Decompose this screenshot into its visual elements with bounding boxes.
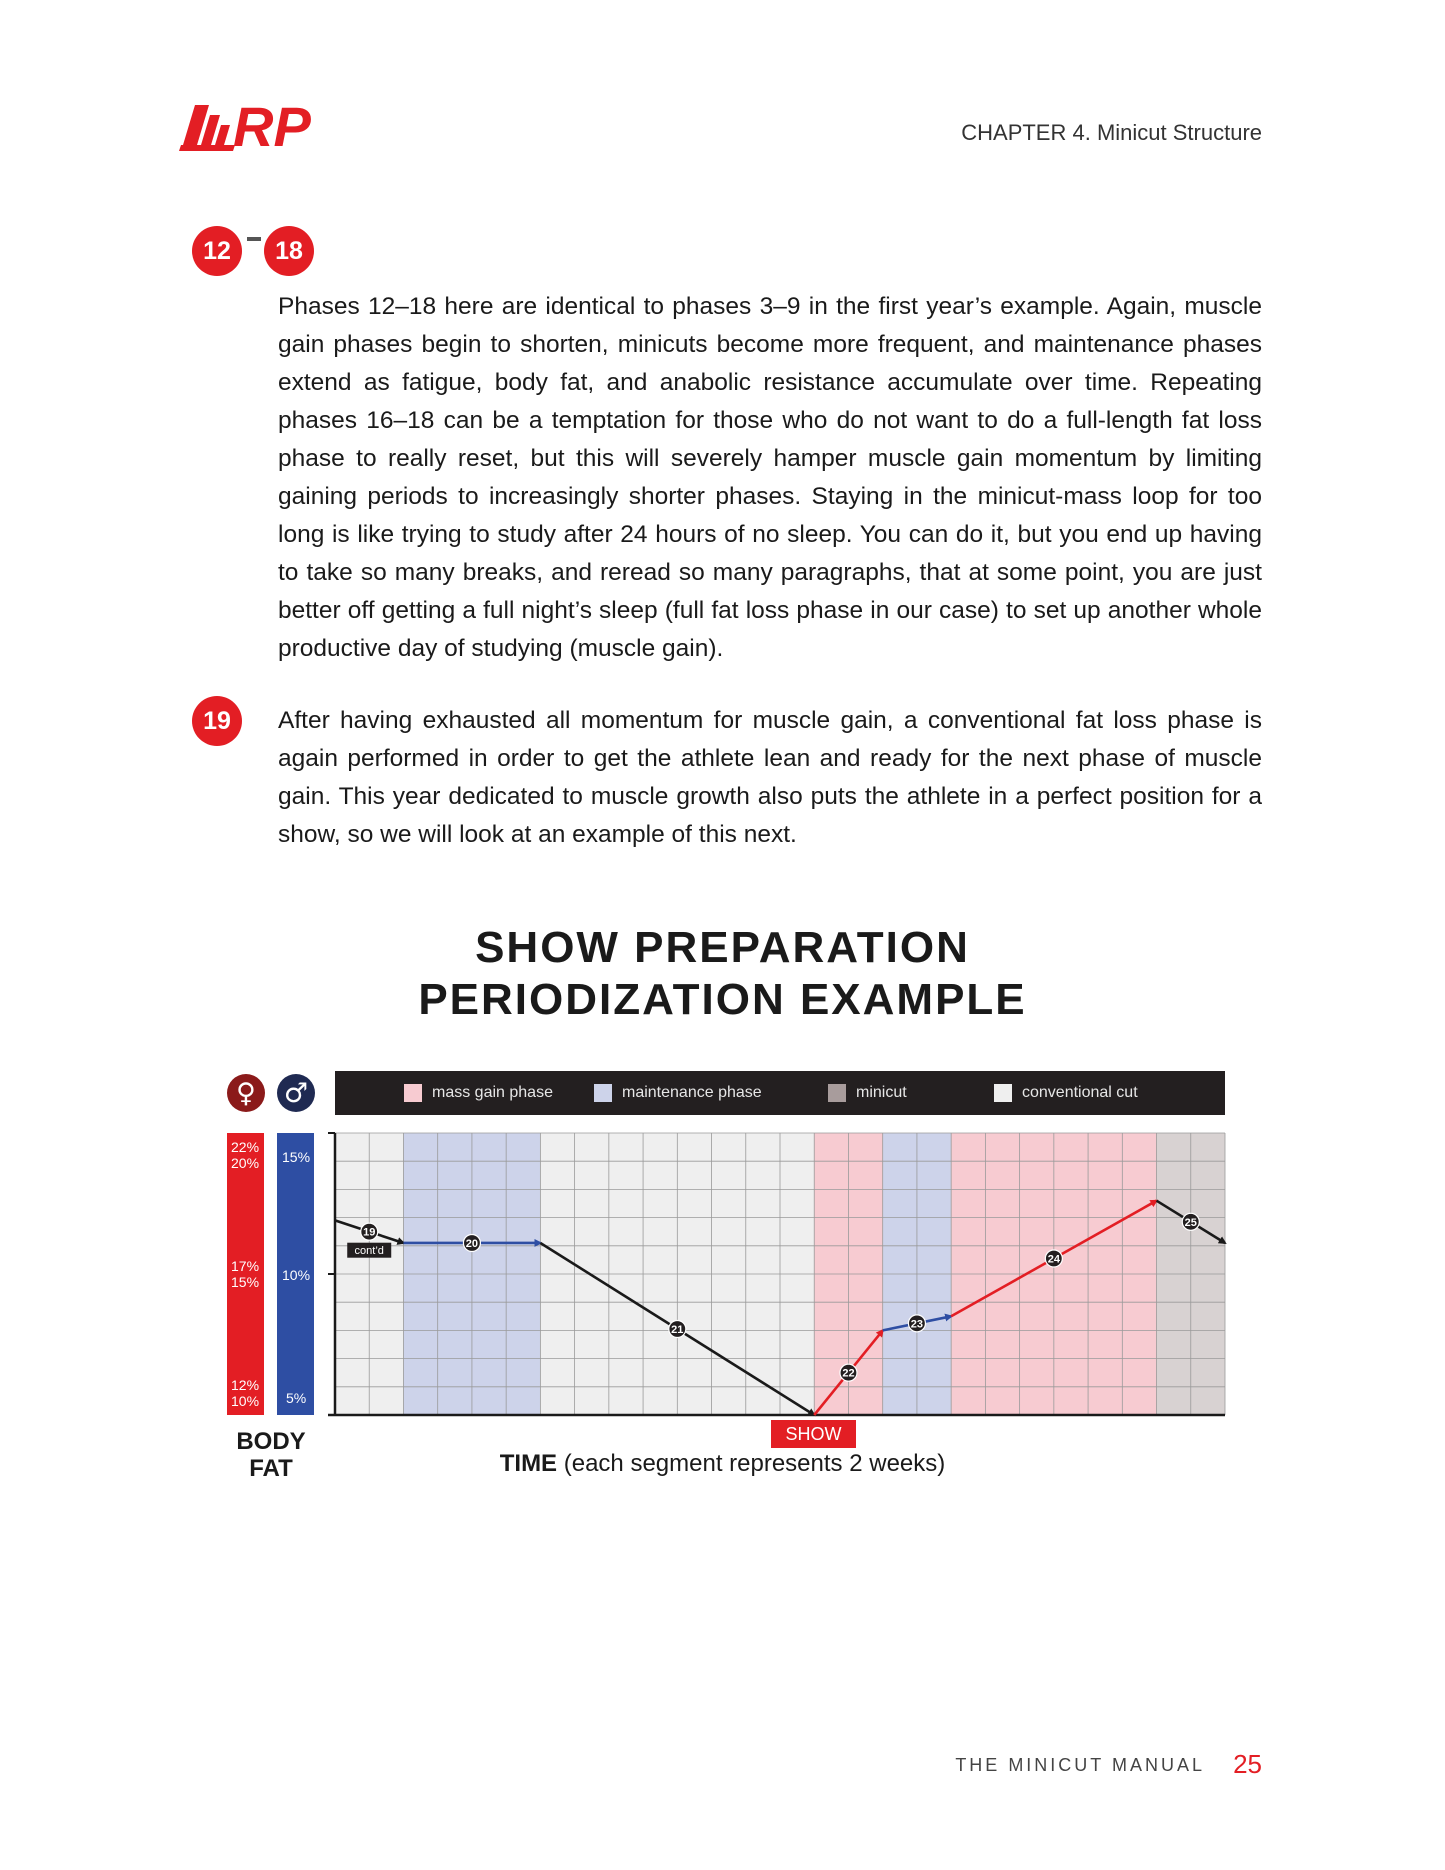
phase-number-label: 22 bbox=[842, 1367, 855, 1380]
female-tick: 20% bbox=[231, 1155, 260, 1171]
contd-tag-label: cont’d bbox=[354, 1245, 384, 1258]
female-tick: 15% bbox=[231, 1274, 260, 1290]
female-tick: 17% bbox=[231, 1258, 260, 1274]
male-tick: 5% bbox=[286, 1390, 307, 1406]
phase-number-label: 23 bbox=[910, 1318, 924, 1331]
page-number: 25 bbox=[1233, 1749, 1262, 1779]
legend-label: minicut bbox=[856, 1084, 907, 1101]
legend-label: conventional cut bbox=[1022, 1084, 1138, 1101]
female-icon: ♀ bbox=[227, 1074, 265, 1112]
legend-label: mass gain phase bbox=[432, 1084, 553, 1101]
time-axis-label bbox=[0, 1450, 1445, 1478]
male-tick: 15% bbox=[282, 1149, 311, 1165]
female-tick: 22% bbox=[231, 1139, 260, 1155]
paragraph-phase-19: After having exhausted all momentum for muscle gain, a conventional fat loss phase is again performed in order to get the athlete lean and ready for the next phase of muscle gain. This year dedicated to muscle growth also puts the athlete in a perfect position for a show, so we will look at an example of this next. bbox=[278, 707, 1262, 848]
phase-badge-18: 18 bbox=[264, 226, 314, 276]
body-fat-label-line-1: BODY bbox=[236, 1428, 306, 1455]
phase-badge-19: 19 bbox=[192, 696, 242, 746]
logo-text: RP bbox=[233, 95, 311, 155]
paragraph-phases-12-18: Phases 12–18 here are identical to phases 3–9 in the first year’s example. Again, muscle gain phases begin to shorten, minicuts become more frequent, and maintenance phases extend as fatigue, body fat, and anabolic resistance accumulate over time. Repeating phases 16–18 can be a temptation for those who do not want to do a full-length fat loss phase to really reset, but this will severely hamper muscle gain momentum by limiting gaining periods to increasingly shorter phases. Staying in the minicut-mass loop for too long is like trying to study after 24 hours of no sleep. You can do it, but you end up having to take so many breaks, and reread so many paragraphs, that at some point, you are just better off getting a full night’s sleep (full fat loss phase in our case) to set up another whole productive day of studying (muscle gain). bbox=[278, 293, 1262, 662]
chapter-title: CHAPTER 4. Minicut Structure bbox=[961, 120, 1262, 145]
phase-number-label: 21 bbox=[671, 1323, 684, 1336]
phase-number-label: 20 bbox=[465, 1237, 479, 1250]
book-title: THE MINICUT MANUAL bbox=[955, 1755, 1205, 1775]
body-fat-label-line-2: FAT bbox=[249, 1455, 293, 1482]
time-label-rest: (each segment represents 2 weeks) bbox=[563, 1450, 946, 1477]
phase-number-label: 19 bbox=[363, 1226, 376, 1239]
time-label-bold: TIME bbox=[499, 1450, 558, 1477]
phase-badge-12: 12 bbox=[192, 226, 242, 276]
female-tick: 10% bbox=[231, 1393, 260, 1409]
female-tick: 12% bbox=[231, 1377, 260, 1393]
legend-label: maintenance phase bbox=[622, 1084, 762, 1101]
male-tick: 10% bbox=[282, 1267, 311, 1283]
show-marker: SHOW bbox=[771, 1420, 856, 1448]
phase-number-label: 25 bbox=[1184, 1216, 1197, 1229]
male-icon: ♂ bbox=[277, 1074, 315, 1112]
phase-number-label: 24 bbox=[1047, 1253, 1060, 1266]
chart-title-line-2: PERIODIZATION EXAMPLE bbox=[418, 975, 1027, 1024]
chart-title-line-1: SHOW PREPARATION bbox=[475, 923, 970, 972]
